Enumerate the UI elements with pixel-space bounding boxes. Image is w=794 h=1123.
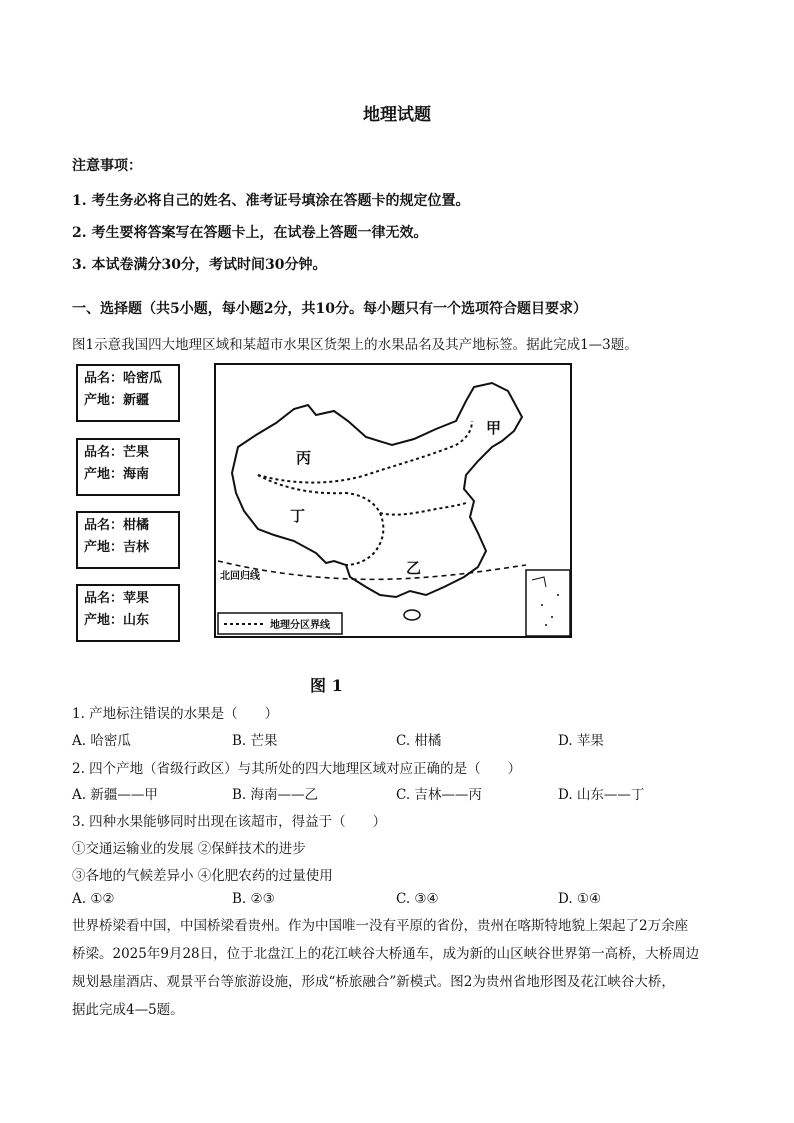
figure-caption: 图 1 [310, 676, 343, 695]
fruit-label-apple [76, 584, 180, 642]
q2-option-c[interactable]: C. 吉林——丙 [396, 787, 482, 803]
question-2-stem: 2. 四个产地（省级行政区）与其所处的四大地理区域对应正确的是（ ） [72, 761, 522, 777]
fruit-label-hami [76, 364, 180, 422]
passage-line-3: 规划悬崖酒店、观景平台等旅游设施，形成“桥旅融合”新模式。图2为贵州省地形图及花江峡谷大桥， [72, 974, 675, 990]
label-name: 品名：哈密瓜 [84, 371, 163, 386]
q3-option-d[interactable]: D. ①④ [558, 891, 602, 907]
china-outline [232, 383, 522, 597]
q2-option-d[interactable]: D. 山东——丁 [558, 787, 645, 803]
region-jia: 甲 [486, 419, 502, 437]
label-origin: 产地：山东 [84, 613, 150, 628]
label-origin: 产地：海南 [84, 467, 150, 482]
hainan-island [404, 610, 420, 620]
notice-item-2: 2. 考生要将答案写在答题卡上，在试卷上答题一律无效。 [72, 225, 428, 241]
region-ding: 丁 [290, 507, 306, 525]
q1-option-a[interactable]: A. 哈密瓜 [72, 733, 131, 749]
region-bing: 丙 [296, 449, 312, 467]
notice-item-3: 3. 本试卷满分30分，考试时间30分钟。 [72, 257, 327, 273]
china-map [214, 363, 572, 638]
fruit-label-mango [76, 438, 180, 496]
passage-line-1: 世界桥梁看中国，中国桥梁看贵州。作为中国唯一没有平原的省份，贵州在喀斯特地貌上架起了2万余座 [72, 918, 689, 934]
q3-choices-1: ①交通运输业的发展 ②保鲜技术的进步 [72, 841, 306, 857]
passage-line-4: 据此完成4—5题。 [72, 1002, 184, 1018]
label-name: 品名：柑橘 [84, 518, 150, 533]
q1-option-b[interactable]: B. 芒果 [232, 733, 278, 749]
q3-option-c[interactable]: C. ③④ [396, 891, 439, 907]
passage-line-2: 桥梁。2025年9月28日，位于北盘江上的花江峡谷大桥通车，成为新的山区峡谷世界第一高桥，大桥周边 [72, 946, 700, 962]
page-title: 地理试题 [363, 105, 431, 125]
q1-option-d[interactable]: D. 苹果 [558, 733, 604, 749]
china-map-svg [216, 365, 570, 636]
region-yi: 乙 [406, 559, 422, 577]
passage [72, 912, 722, 1024]
tropic-label: 北回归线 [220, 571, 260, 582]
section-heading: 一、选择题（共5小题，每小题2分，共10分。每小题只有一个选项符合题目要求） [72, 301, 587, 317]
section-intro: 图1示意我国四大地理区域和某超市水果区货架上的水果品名及其产地标签。据此完成1—3题。 [72, 337, 638, 353]
legend-label: 地理分区界线 [270, 620, 330, 631]
q2-option-a[interactable]: A. 新疆——甲 [72, 787, 158, 803]
notice-heading: 注意事项： [72, 158, 142, 174]
label-origin: 产地：新疆 [84, 393, 150, 408]
q3-choices-2: ③各地的气候差异小 ④化肥农药的过量使用 [72, 868, 333, 884]
label-origin: 产地：吉林 [84, 540, 150, 555]
q1-option-c[interactable]: C. 柑橘 [396, 733, 442, 749]
notice-item-1: 1. 考生务必将自己的姓名、准考证号填涂在答题卡的规定位置。 [72, 193, 470, 209]
q3-option-a[interactable]: A. ①② [72, 891, 115, 907]
label-name: 品名：苹果 [84, 591, 150, 606]
question-1-stem: 1. 产地标注错误的水果是（ ） [72, 706, 279, 722]
q2-option-b[interactable]: B. 海南——乙 [232, 787, 319, 803]
q3-option-b[interactable]: B. ②③ [232, 891, 275, 907]
question-3-stem: 3. 四种水果能够同时出现在该超市，得益于（ ） [72, 814, 387, 830]
fruit-label-citrus [76, 511, 180, 569]
label-name: 品名：芒果 [84, 445, 150, 460]
